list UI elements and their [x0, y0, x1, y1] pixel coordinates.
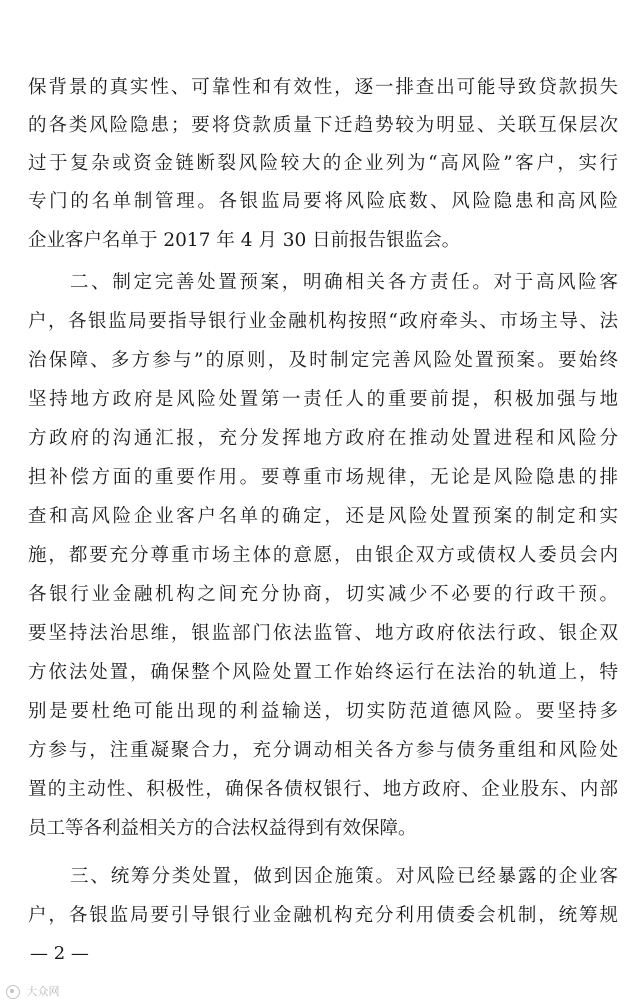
text-line: 的各类风险隐患；要将贷款质量下迁趋势较为明显、关联互保层次 [28, 115, 618, 136]
text-line: 企业客户名单于 2017 年 4 月 30 日前报告银监会。 [28, 230, 461, 251]
text-line: 施，都要充分尊重市场主体的意愿，由银企双方或债权人委员会内 [28, 545, 618, 566]
text-line: 治保障、多方参与”的原则，及时制定完善风险处置预案。要始终 [28, 350, 618, 371]
text-line: 保背景的真实性、可靠性和有效性，逐一排查出可能导致贷款损失 [28, 77, 618, 98]
text-line: 专门的名单制管理。各银监局要将风险底数、风险隐患和高风险 [28, 191, 618, 212]
text-line: 坚持地方政府是风险处置第一责任人的重要前提，积极加强与地 [28, 389, 618, 410]
text-line: 查和高风险企业客户名单的确定，还是风险处置预案的制定和实 [28, 506, 618, 527]
text-line: 置的主动性、积极性，确保各债权银行、地方政府、企业股东、内部 [28, 779, 618, 800]
text-line: 方政府的沟通汇报，充分发挥地方政府在推动处置进程和风险分 [28, 428, 618, 449]
watermark-logo-icon [6, 985, 20, 999]
text-line: 方依法处置，确保整个风险处置工作始终运行在法治的轨道上，特 [28, 662, 618, 683]
text-line: 户，各银监局要指导银行业金融机构按照“政府牵头、市场主导、法 [28, 311, 618, 332]
section-2-heading-line: 二、制定完善处置预案，明确相关各方责任。对于高风险客 [70, 272, 618, 293]
watermark-text: 大众网 [26, 985, 60, 998]
text-line: 过于复杂或资金链断裂风险较大的企业列为“高风险”客户，实行 [28, 153, 618, 174]
watermark [6, 982, 60, 1002]
text-line: 方参与，注重凝聚合力，充分调动相关各方参与债务重组和风险处 [28, 740, 618, 761]
text-line: 担补偿方面的重要作用。要尊重市场规律，无论是风险隐患的排 [28, 467, 618, 488]
text-line: 要坚持法治思维，银监部门依法监管、地方政府依法行政、银企双 [28, 623, 618, 644]
page-number: — 2 — [30, 943, 89, 964]
section-3-heading-line: 三、统筹分类处置，做到因企施策。对风险已经暴露的企业客 [70, 866, 618, 887]
text-line: 别是要杜绝可能出现的利益输送，切实防范道德风险。要坚持多 [28, 701, 618, 722]
text-line: 员工等各利益相关方的合法权益得到有效保障。 [28, 818, 417, 839]
text-line: 户，各银监局要引导银行业金融机构充分利用债委会机制，统筹规 [28, 905, 618, 926]
text-line: 各银行业金融机构之间充分协商，切实减少不必要的行政干预。 [28, 584, 618, 605]
